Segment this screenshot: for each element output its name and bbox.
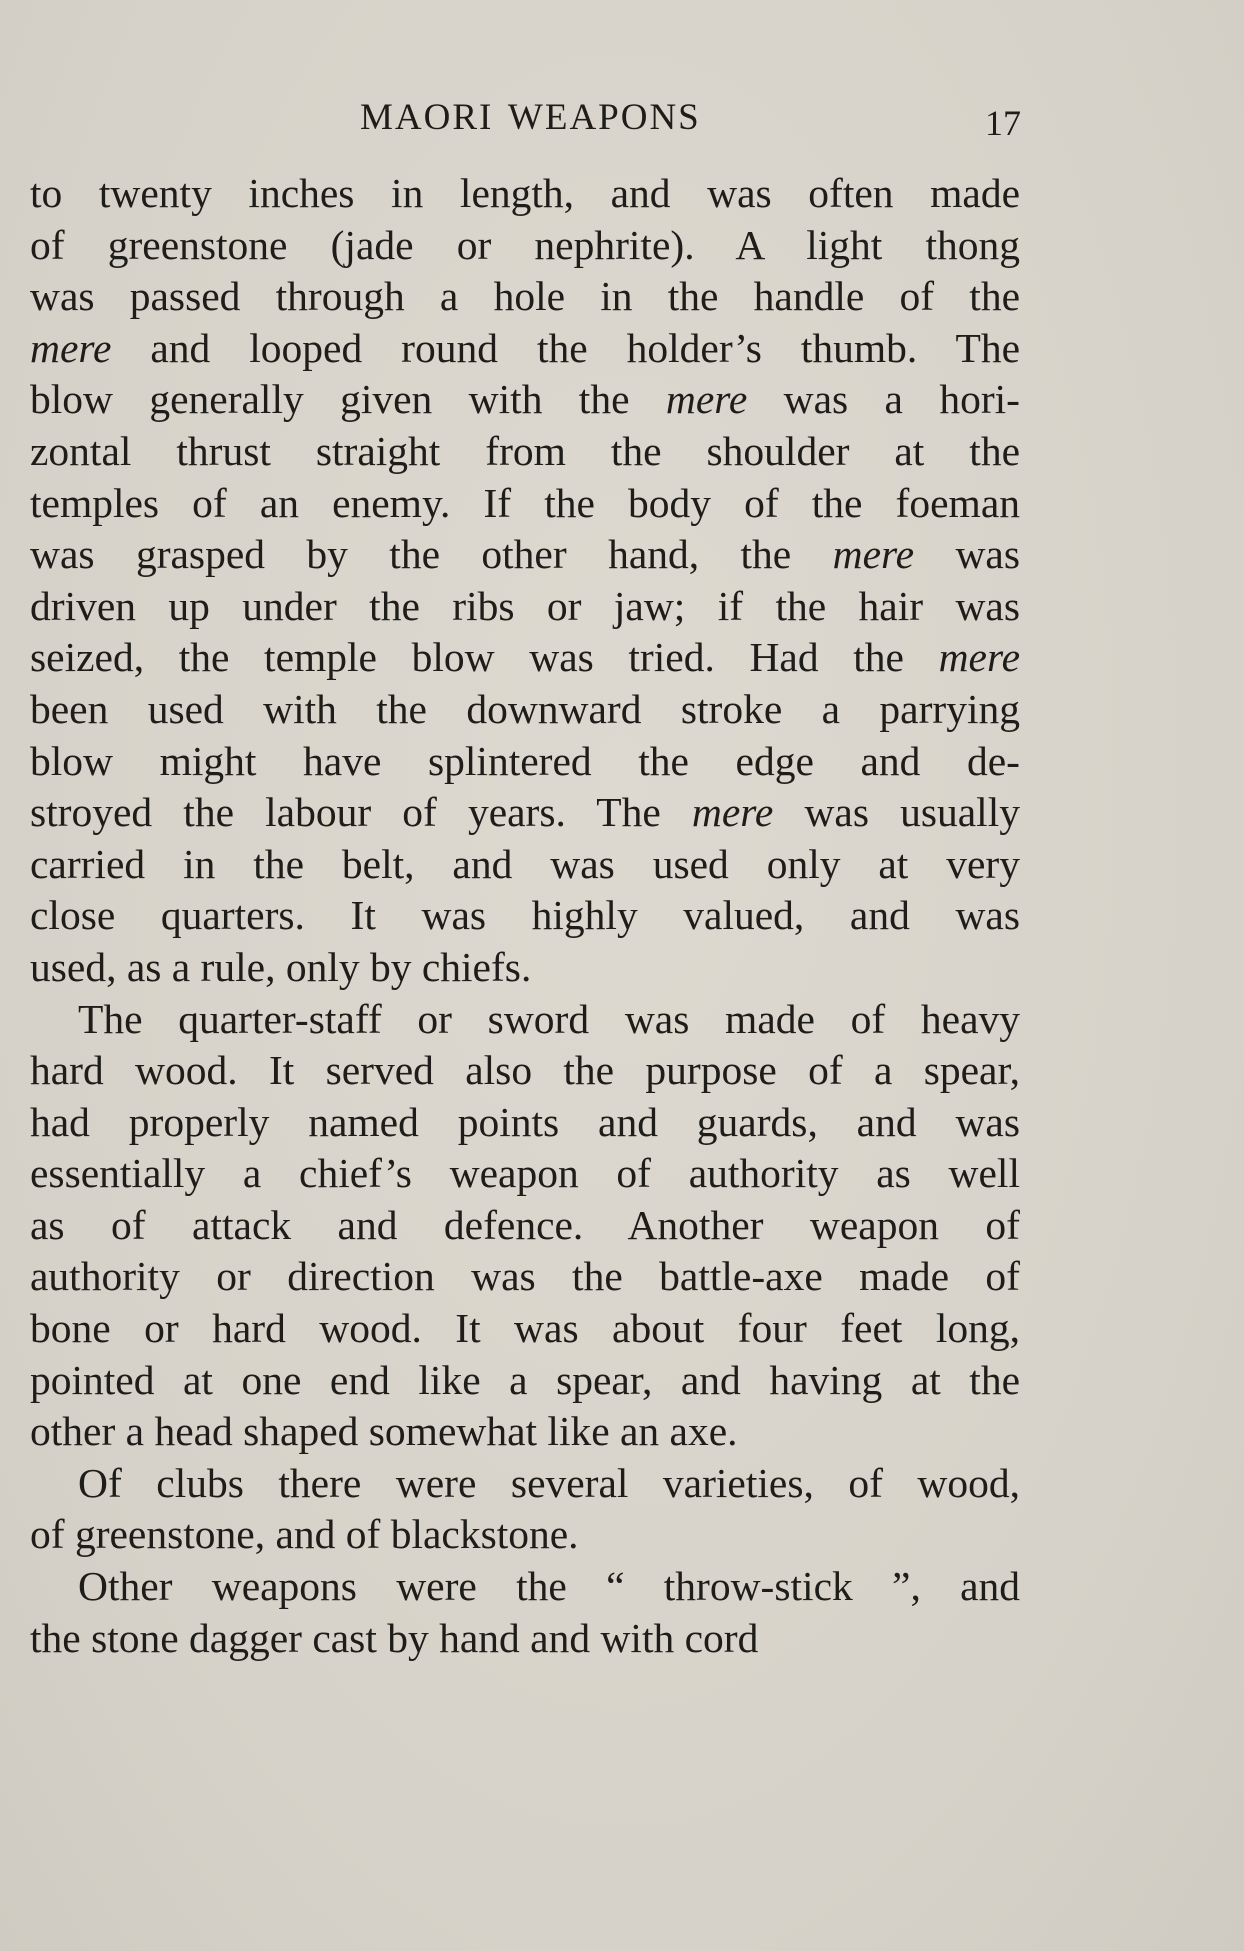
page-number: 17: [985, 103, 1021, 143]
text-run: Of clubs there were several varieties, of wood,: [78, 1459, 1020, 1506]
text-run: The quarter-staff or sword was made of heavy: [78, 995, 1020, 1042]
text-run: authority or direction was the battle-axe made of: [30, 1253, 1020, 1300]
text-run: blow generally given with the: [30, 376, 666, 423]
text-line: [30, 1355, 1020, 1407]
text-line: [30, 994, 1020, 1046]
text-line: [30, 1509, 1020, 1561]
text-run: Other weapons were the “ throw-stick ”, and: [78, 1563, 1020, 1610]
italic-term: mere: [30, 324, 112, 371]
text-line: [30, 478, 1020, 530]
text-line: [30, 323, 1020, 375]
text-run: the stone dagger cast by hand and with cord: [30, 1614, 759, 1661]
text-run: was: [914, 531, 1020, 578]
text-line: [30, 1200, 1020, 1252]
text-run: was grasped by the other hand, the: [30, 531, 833, 578]
text-run: used, as a rule, only by chiefs.: [30, 943, 532, 990]
text-line: [30, 1097, 1020, 1149]
text-line: [30, 942, 1020, 994]
text-line: [30, 168, 1020, 220]
text-line: [30, 1303, 1020, 1355]
text-run: as of attack and defence. Another weapon of: [30, 1201, 1020, 1248]
text-run: seized, the temple blow was tried. Had the: [30, 634, 939, 681]
text-line: [30, 1148, 1020, 1200]
running-title: MAORI WEAPONS: [360, 97, 701, 138]
italic-term: mere: [938, 634, 1020, 681]
text-line: [30, 787, 1020, 839]
paragraph: [30, 1561, 1020, 1664]
text-line: [30, 632, 1020, 684]
text-line: [30, 581, 1020, 633]
text-run: pointed at one end like a spear, and having at the: [30, 1356, 1020, 1403]
text-run: of greenstone (jade or nephrite). A light thong: [30, 221, 1020, 268]
text-run: hard wood. It served also the purpose of a spear,: [30, 1047, 1020, 1094]
text-run: blow might have splintered the edge and de-: [30, 737, 1020, 784]
italic-term: mere: [691, 789, 774, 836]
text-line: [30, 1045, 1020, 1097]
text-line: [30, 529, 1020, 581]
paragraph: [30, 994, 1020, 1458]
text-run: carried in the belt, and was used only at very: [30, 840, 1020, 887]
body-text: [30, 168, 1020, 1664]
text-run: essentially a chief’s weapon of authority as well: [30, 1150, 1020, 1197]
text-line: [30, 374, 1020, 426]
text-run: temples of an enemy. If the body of the foeman: [30, 479, 1020, 526]
text-line: [30, 271, 1020, 323]
text-line: [30, 890, 1020, 942]
text-run: to twenty inches in length, and was often made: [30, 170, 1020, 216]
paragraph: [30, 168, 1020, 994]
text-run: other a head shaped somewhat like an axe.: [30, 1408, 738, 1455]
paragraph: [30, 1458, 1020, 1561]
text-run: was a hori-: [747, 376, 1020, 423]
text-line: [30, 426, 1020, 478]
text-run: had properly named points and guards, and was: [30, 1098, 1020, 1145]
text-line: [30, 736, 1020, 788]
text-line: [30, 1613, 1020, 1665]
text-line: [30, 1561, 1020, 1613]
page-header: [0, 88, 1244, 148]
text-run: was usually: [773, 789, 1020, 836]
text-run: been used with the downward stroke a parrying: [30, 685, 1020, 732]
text-run: bone or hard wood. It was about four feet long,: [30, 1305, 1020, 1352]
text-line: [30, 1406, 1020, 1458]
text-run: driven up under the ribs or jaw; if the hair was: [30, 582, 1020, 629]
text-run: of greenstone, and of blackstone.: [30, 1511, 579, 1558]
text-run: zontal thrust straight from the shoulder at the: [30, 427, 1020, 474]
text-line: [30, 684, 1020, 736]
text-line: [30, 1458, 1020, 1510]
text-line: [30, 220, 1020, 272]
text-run: was passed through a hole in the handle of the: [30, 273, 1020, 320]
text-line: [30, 1251, 1020, 1303]
text-run: and looped round the holder’s thumb. The: [111, 324, 1020, 371]
text-run: stroyed the labour of years. The: [30, 789, 692, 836]
text-run: close quarters. It was highly valued, and was: [30, 892, 1020, 939]
italic-term: mere: [665, 376, 748, 423]
italic-term: mere: [832, 531, 915, 578]
text-line: [30, 839, 1020, 891]
